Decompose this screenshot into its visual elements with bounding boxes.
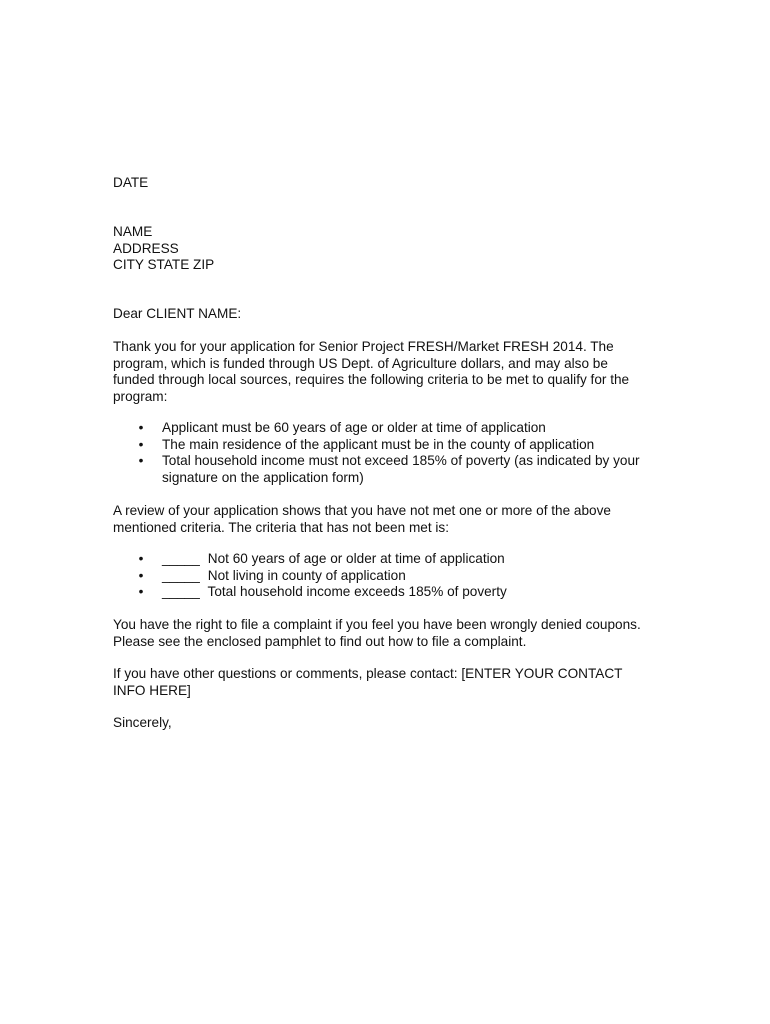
criteria-text: Total household income must not exceed 185% of poverty (as indicated by your [162, 453, 640, 468]
closing-text: Sincerely, [113, 715, 172, 730]
date-text: DATE [113, 175, 149, 190]
criteria-list [113, 420, 673, 486]
criteria-text: The main residence of the applicant must be in the county of application [162, 436, 595, 452]
intro-paragraph [113, 339, 673, 405]
unmet-criteria-item [113, 551, 673, 568]
unmet-criteria-list [113, 551, 673, 601]
contact-line: INFO HERE] [113, 682, 191, 698]
criteria-text-continued: signature on the application form) [162, 469, 364, 485]
closing [113, 715, 673, 732]
review-line: mentioned criteria. The criteria that has not been met is: [113, 519, 449, 535]
criteria-item [113, 437, 673, 454]
bullet-icon: • [138, 567, 144, 583]
unmet-criteria-item [113, 584, 673, 601]
bullet-icon: • [138, 453, 144, 468]
checkbox-blank: _____ [162, 551, 200, 566]
criteria-item [113, 453, 673, 486]
salutation-text: Dear CLIENT NAME: [113, 306, 242, 321]
bullet-icon: • [138, 551, 144, 566]
salutation [113, 306, 673, 323]
bullet-icon: • [138, 584, 144, 599]
recipient-name: NAME [113, 224, 153, 239]
complaint-line: You have the right to file a complaint if you feel you have been wrongly denied coupons. [113, 617, 641, 632]
bullet-icon: • [138, 420, 144, 435]
checkbox-blank: _____ [162, 567, 200, 583]
date-line [113, 175, 673, 192]
unmet-criteria-text: Total household income exceeds 185% of poverty [207, 584, 507, 599]
intro-line: Thank you for your application for Senior Project FRESH/Market FRESH 2014. The [113, 339, 614, 354]
bullet-icon: • [138, 436, 144, 452]
review-paragraph [113, 503, 673, 536]
criteria-text: Applicant must be 60 years of age or older at time of application [162, 420, 546, 435]
contact-paragraph [113, 666, 673, 699]
recipient-address: ADDRESS [113, 240, 179, 256]
recipient-city-state-zip: CITY STATE ZIP [113, 257, 215, 272]
intro-line: funded through local sources, requires the following criteria to be met to qualify for the [113, 372, 630, 387]
unmet-criteria-text: Not 60 years of age or older at time of application [207, 551, 505, 566]
unmet-criteria-text: Not living in county of application [207, 567, 406, 583]
recipient-address-block [113, 224, 673, 274]
checkbox-blank: _____ [162, 584, 200, 599]
complaint-line: Please see the enclosed pamphlet to find out how to file a complaint. [113, 633, 527, 649]
intro-line: program: [113, 388, 168, 404]
review-line: A review of your application shows that you have not met one or more of the above [113, 503, 611, 518]
complaint-paragraph [113, 617, 673, 650]
unmet-criteria-item [113, 568, 673, 585]
criteria-item [113, 420, 673, 437]
intro-line: program, which is funded through US Dept. of Agriculture dollars, and may also be [113, 355, 608, 371]
contact-line: If you have other questions or comments, please contact: [ENTER YOUR CONTACT [113, 666, 623, 681]
